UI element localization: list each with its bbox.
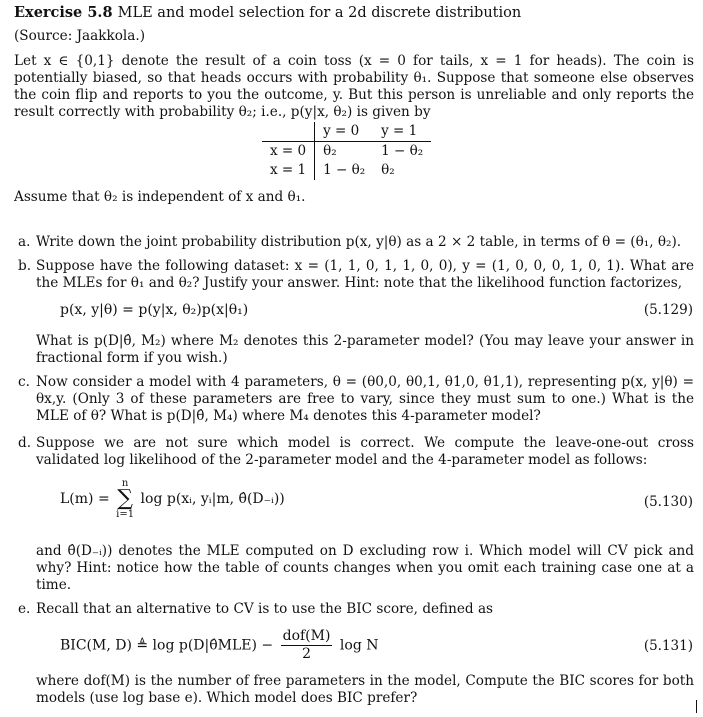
- question-d-text: Suppose we are not sure which model is correct. We compute the leave-one-out cross validated log likelihood of the 2-parameter model and the 4-parameter model as follows:: [36, 435, 694, 468]
- table-cell: 1 − θ₂: [381, 143, 424, 159]
- equation-number: (5.130): [643, 494, 693, 510]
- question-e-text2: where dof(M) is the number of free parameters in the model, Compute the BIC scores for both models (use log base e). Which model does BIC prefer?: [36, 673, 694, 706]
- question-a-text: Write down the joint probability distribution p(x, y|θ) as a 2 × 2 table, in terms of θ = (θ₁, θ₂).: [36, 234, 682, 250]
- summation-symbol: n ∑ i=1: [116, 478, 135, 520]
- bic-lhs: BIC(M, D) ≜ log p(D|θ̂MLE) −: [60, 637, 274, 654]
- fraction-denominator: 2: [302, 646, 311, 662]
- text-cursor: [696, 700, 697, 713]
- table-row: [262, 142, 431, 162]
- conditional-probability-table: [262, 122, 431, 180]
- equation-5-129: p(x, y|θ) = p(y|x, θ₂)p(x|θ₁): [60, 302, 249, 318]
- equation-5-131: [60, 628, 378, 663]
- exercise-title: [14, 4, 521, 22]
- cv-lhs: L(m) =: [60, 491, 110, 507]
- question-c-text: Now consider a model with 4 parameters, θ = (θ0,0, θ0,1, θ1,0, θ1,1), representing p(x, y|θ) = θx,y. (Only 3 of these parameters are free to vary, since they must sum to one.) What is the MLE of θ? What is p(D|θ̂, M₄) where M₄ denotes this 4-parameter model?: [36, 374, 694, 424]
- question-b-text2: What is p(D|θ̂, M₂) where M₂ denotes this 2-parameter model? (You may leave your answer in fractional form if you wish.): [36, 333, 694, 366]
- table-corner: [262, 122, 315, 142]
- table-header-row: [262, 122, 431, 142]
- question-c-label: c.: [18, 374, 30, 390]
- table-row: [262, 161, 431, 180]
- sum-lower-limit: i=1: [116, 509, 135, 520]
- question-d-label: d.: [18, 435, 32, 451]
- table-row-header: x = 1: [262, 161, 315, 180]
- table-col-header: y = 0: [315, 122, 374, 142]
- equation-5-130: [60, 478, 285, 520]
- equation-number: (5.131): [643, 638, 693, 654]
- question-b-label: b.: [18, 258, 32, 274]
- intro-paragraph: Let x ∈ {0,1} denote the result of a coin toss (x = 0 for tails, x = 1 for heads). The coin is potentially biased, so that heads occurs with probability θ₁. Suppose that someone else observes the coin flip and reports to you the outcome, y. But this person is unreliable and only reports the result correctly with probability θ₂; i.e., p(y|x, θ₂) is given by: [14, 53, 694, 120]
- question-d-text2: and θ̂(D₋ᵢ)) denotes the MLE computed on D excluding row i. Which model will CV pick and why? Hint: notice how the table of counts changes when you omit each training case one at a time.: [36, 543, 694, 593]
- sum-upper-limit: n: [121, 478, 129, 489]
- exercise-number: Exercise 5.8: [14, 4, 113, 21]
- cv-rhs: log p(xᵢ, yᵢ|m, θ̂(D₋ᵢ)): [140, 491, 285, 507]
- question-b-text: Suppose have the following dataset: x = (1, 1, 0, 1, 1, 0, 0), y = (1, 0, 0, 0, 1, 0, 1). What are the MLEs for θ₁ and θ₂? Justify your answer. Hint: note that the likelihood function factorizes,: [36, 258, 694, 291]
- assumption-text: Assume that θ₂ is independent of x and θ₁.: [14, 189, 306, 205]
- bic-rhs: log N: [339, 637, 379, 654]
- dof-fraction: [281, 628, 333, 663]
- exercise-heading: MLE and model selection for a 2d discrete distribution: [117, 5, 522, 21]
- question-e-text: Recall that an alternative to CV is to use the BIC score, defined as: [36, 601, 494, 617]
- question-a-label: a.: [18, 234, 31, 250]
- fraction-numerator: dof(M): [282, 628, 331, 644]
- exercise-source: (Source: Jaakkola.): [14, 28, 146, 44]
- question-e-label: e.: [18, 601, 31, 617]
- equation-number: (5.129): [643, 302, 693, 318]
- table-cell: 1 − θ₂: [323, 162, 366, 178]
- table-row-header: x = 0: [262, 142, 315, 162]
- table-col-header: y = 1: [373, 122, 431, 142]
- table-cell: θ₂: [323, 143, 337, 159]
- table-cell: θ₂: [381, 162, 395, 178]
